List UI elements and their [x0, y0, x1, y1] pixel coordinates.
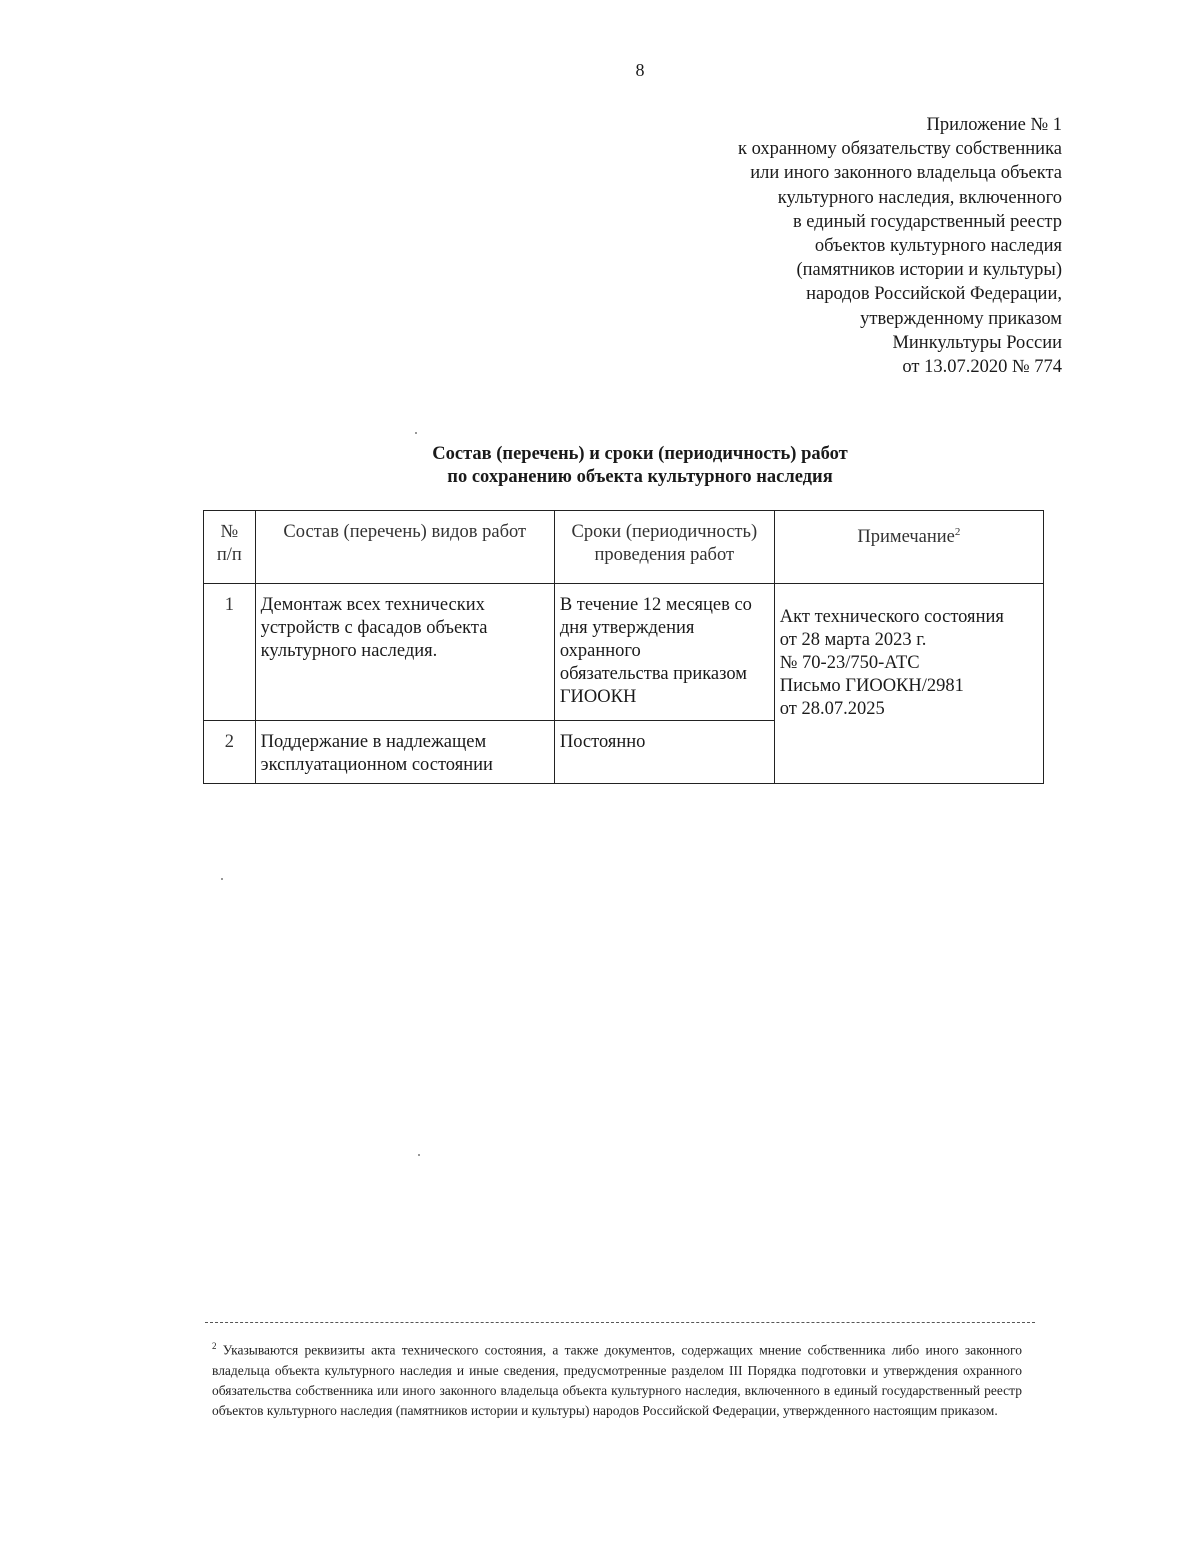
header-number-symbol: № — [220, 522, 239, 542]
table-row — [204, 584, 1044, 721]
term-line: обязательства приказом — [559, 664, 747, 684]
header-work-text: Состав (перечень) видов работ — [283, 522, 527, 542]
title-line: Состав (перечень) и сроки (периодичность) работ — [432, 444, 848, 464]
work-line: Поддержание в надлежащем — [260, 732, 487, 752]
header-number-abbr: п/п — [216, 545, 242, 565]
note-line: Письмо ГИООКН/2981 — [779, 676, 964, 696]
header-note — [774, 511, 1043, 584]
work-cell — [255, 584, 554, 721]
footnote-marker: 2 — [212, 1341, 217, 1351]
row-number: 1 — [204, 584, 256, 721]
term-cell — [554, 584, 774, 721]
work-line: Демонтаж всех технических — [260, 595, 485, 615]
footnote-text: Указываются реквизиты акта технического состояния, а также документов, содержащих мнение собственника либо иного законного владельца объекта культурного наследия и иные сведения, предусмотренные разделом III Порядка подготовки и утверждения охранного обязательства собственника или иного законного владельца объекта культурного наследия, включенного в единый государственный реестр объектов культурного наследия (памятников истории и культуры) народов Российской Федерации, утвержденного настоящим приказом. — [212, 1342, 1022, 1418]
appendix-line: культурного наследия, включенного — [777, 187, 1062, 208]
work-line: устройств с фасадов объекта — [260, 618, 488, 638]
term-line: Постоянно — [559, 732, 646, 752]
scan-speck — [418, 1154, 420, 1156]
header-terms — [554, 511, 774, 584]
table-header-row — [204, 511, 1044, 584]
appendix-line: к охранному обязательству собственника — [737, 139, 1062, 160]
term-line: охранного — [559, 641, 641, 661]
term-line: В течение 12 месяцев со — [559, 595, 752, 615]
appendix-reference — [642, 113, 1062, 379]
appendix-line: от 13.07.2020 № 774 — [902, 357, 1062, 378]
row-number: 2 — [204, 721, 256, 784]
scan-speck — [221, 878, 223, 880]
header-terms-line: проведения работ — [594, 545, 735, 565]
work-cell — [255, 721, 554, 784]
footnote — [212, 1336, 1022, 1421]
note-line: от 28.07.2025 — [779, 699, 885, 719]
work-line: эксплуатационном состоянии — [260, 755, 493, 775]
appendix-line: утвержденному приказом — [860, 308, 1062, 329]
note-line: Акт технического состояния — [779, 607, 1004, 627]
appendix-line: Минкультуры России — [892, 332, 1062, 353]
appendix-line: Приложение № 1 — [926, 115, 1062, 135]
header-work-list — [255, 511, 554, 584]
appendix-line: в единый государственный реестр — [792, 211, 1062, 232]
header-note-text: Примечание — [857, 527, 955, 548]
footnote-marker: 2 — [954, 526, 961, 538]
scan-speck — [415, 432, 417, 434]
note-cell — [774, 584, 1043, 784]
header-number — [204, 511, 256, 584]
page-number: 8 — [635, 60, 645, 80]
appendix-line: (памятников истории и культуры) — [796, 260, 1062, 281]
note-line: № 70-23/750-АТС — [779, 653, 920, 673]
term-cell — [554, 721, 774, 784]
appendix-line: или иного законного владельца объекта — [750, 163, 1062, 184]
title-line: по сохранению объекта культурного наследия — [447, 467, 833, 487]
note-line: от 28 марта 2023 г. — [779, 630, 927, 650]
footnote-divider — [205, 1322, 1035, 1323]
works-table — [203, 510, 1044, 784]
term-line: ГИООКН — [559, 687, 637, 707]
appendix-line: народов Российской Федерации, — [806, 284, 1062, 305]
document-title — [340, 443, 940, 489]
appendix-line: объектов культурного наследия — [814, 236, 1062, 257]
term-line: дня утверждения — [559, 618, 695, 638]
header-terms-line: Сроки (периодичность) — [571, 522, 758, 542]
work-line: культурного наследия. — [260, 641, 438, 661]
